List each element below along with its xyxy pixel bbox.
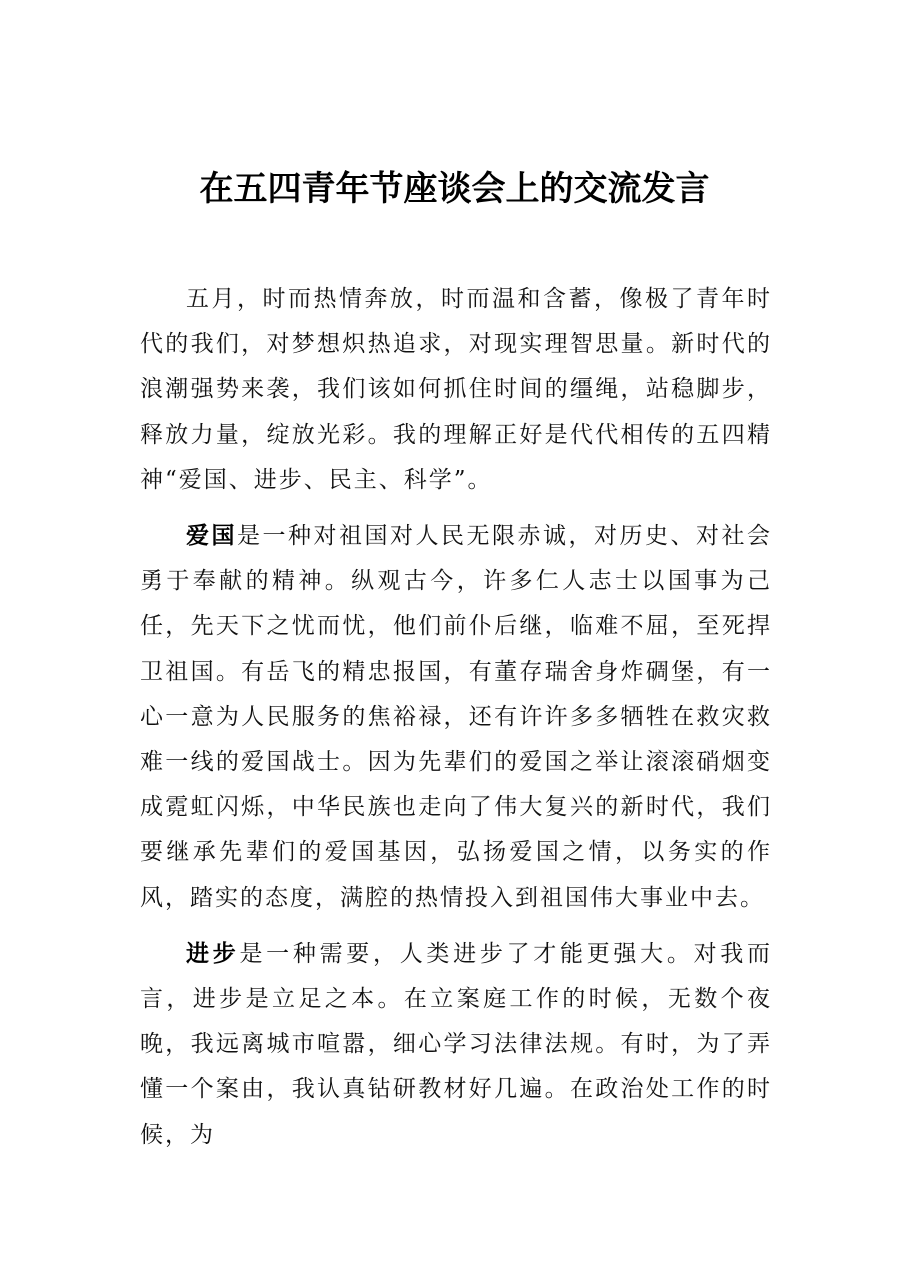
- paragraph-text: 是一种对祖国对人民无限赤诚，对历史、对社会勇于奉献的精神。纵观古今，许多仁人志士以国事为己任，先天下之忧而忧，他们前仆后继，临难不屈，至死捍卫祖国。有岳飞的精忠报国，有董存瑞舍身炸碉堡，有一心一意为人民服务的焦裕禄，还有许许多多牺牲在救灾救难一线的爱国战士。因为先辈们的爱国之举让滚滚硝烟变成霓虹闪烁，中华民族也走向了伟大复兴的新时代，我们要继承先辈们的爱国基因，弘扬爱国之情，以务实的作风，踏实的态度，满腔的热情投入到祖国伟大事业中去。: [140, 523, 772, 911]
- paragraph-text: 五月，时而热情奔放，时而温和含蓄，像极了青年时代的我们，对梦想炽热追求，对现实理智思量。新时代的浪潮强势来袭，我们该如何抓住时间的缰绳，站稳脚步，释放力量，绽放光彩。我的理解正好是代代相传的五四精神“爱国、进步、民主、科学”。: [140, 286, 772, 493]
- paragraph-lead: 爱国: [186, 522, 237, 550]
- paragraph-intro: [140, 276, 772, 503]
- document-title: 在五四青年节座谈会上的交流发言: [199, 168, 710, 209]
- paragraph-patriotism: [140, 513, 772, 921]
- paragraph-text: 是一种需要，人类进步了才能更强大。对我而言，进步是立足之本。在立案庭工作的时候，无数个夜晚，我远离城市喧嚣，细心学习法律法规。有时，为了弄懂一个案由，我认真钻研教材好几遍。在政治处工作的时候，为: [140, 940, 773, 1148]
- document-body: [140, 276, 772, 1168]
- paragraph-lead: 进步: [186, 939, 240, 967]
- paragraph-progress: [140, 931, 772, 1158]
